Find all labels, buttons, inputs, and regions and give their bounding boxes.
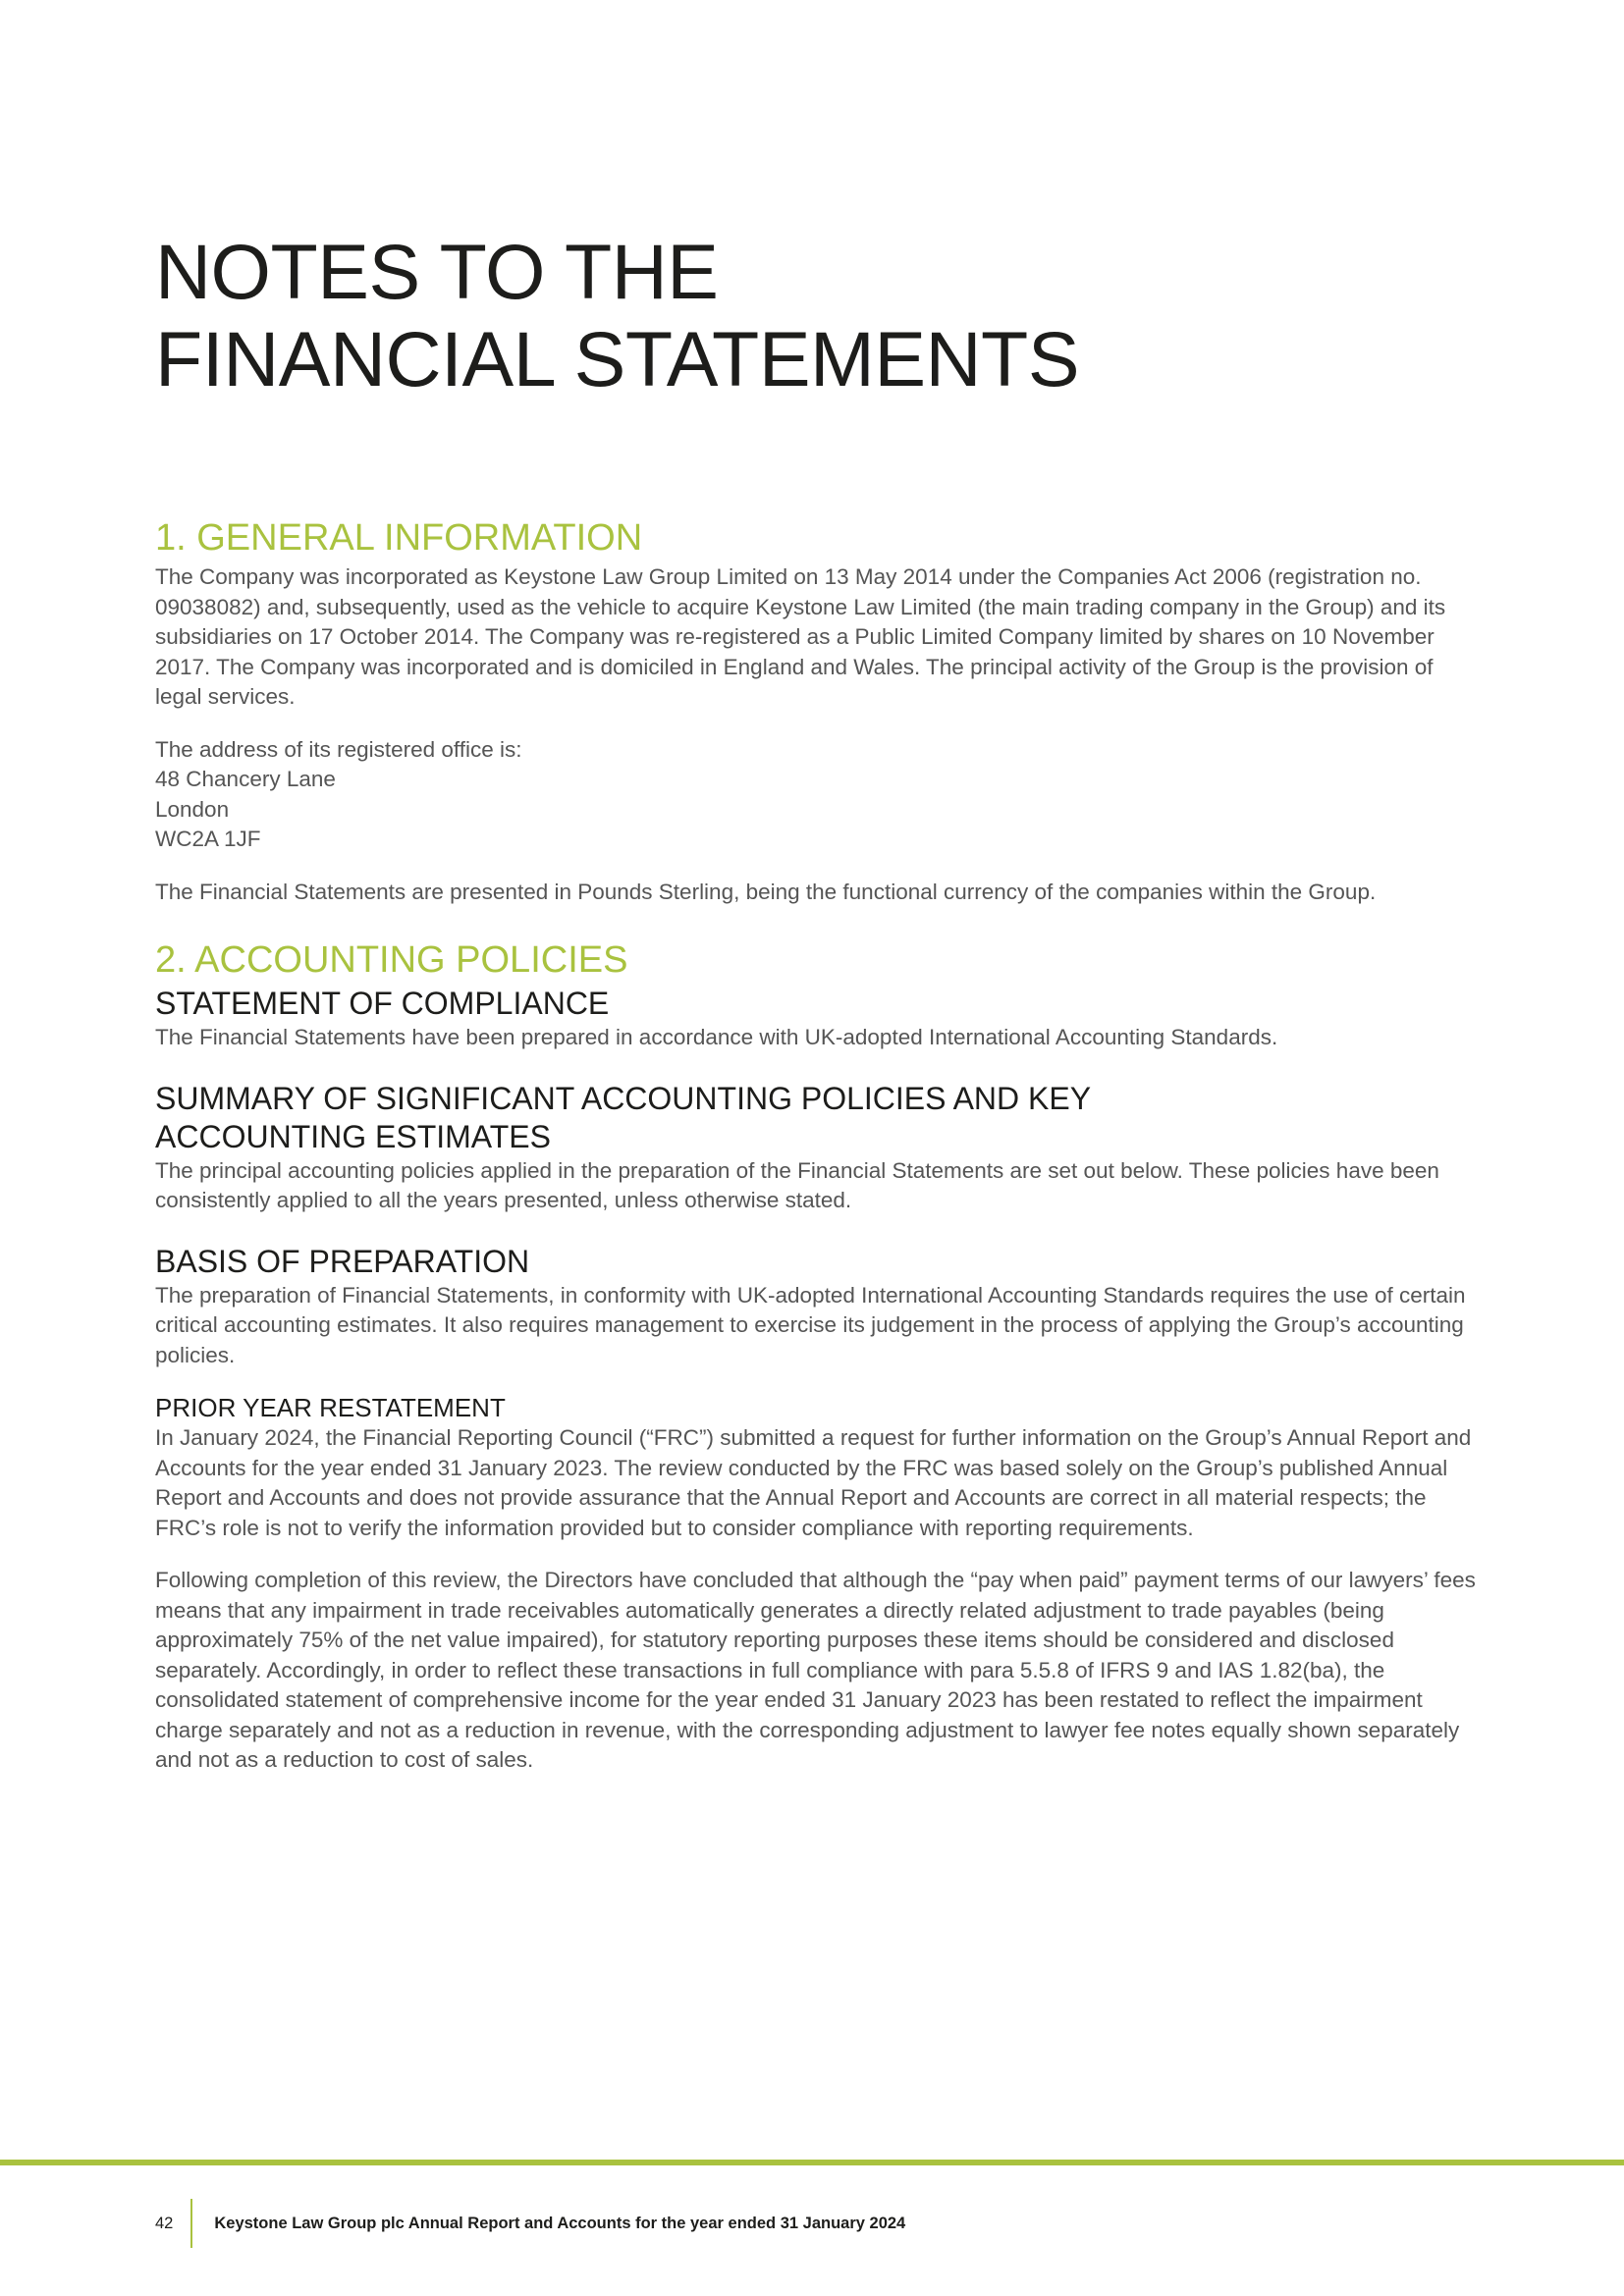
currency-paragraph: The Financial Statements are presented in Pounds Sterling, being the functional currency of the companies within the Group. [155,879,1377,904]
restatement-paragraph-1: In January 2024, the Financial Reporting Council (“FRC”) submitted a request for further information on the Group’s Annual Report and Accounts for the year ended 31 January 2023. The review conducted by the FRC was based solely on the Group’s published Annual Report and Accounts and does not provide assurance that the Annual Report and Accounts are correct in all material respects; the FRC’s role is not to verify the information provided but to consider compliance with reporting requirements. [155,1425,1472,1540]
subheading-statement-of-compliance: STATEMENT OF COMPLIANCE [155,986,610,1021]
footer-page-number: 42 [155,2214,174,2232]
footer-rule [0,2160,1624,2165]
page-title [155,228,1476,402]
subheading-basis-of-preparation: BASIS OF PREPARATION [155,1243,530,1279]
section-heading-general-information: 1. GENERAL INFORMATION [155,517,643,559]
section-heading-accounting-policies: 2. ACCOUNTING POLICIES [155,939,628,981]
footer-report-title: Keystone Law Group plc Annual Report and Accounts for the year ended 31 January 2024 [214,2214,906,2232]
page-title-line-1: NOTES TO THE [155,228,719,315]
general-information-paragraph: The Company was incorporated as Keystone Law Group Limited on 13 May 2014 under the Companies Act 2006 (registration no. 09038082) and, subsequently, used as the vehicle to acquire Keystone Law Limited (the main trading company in the Group) and its subsidiaries on 17 October 2014. The Company was re-registered as a Public Limited Company limited by shares on 10 November 2017. The Company was incorporated and is domiciled in England and Wales. The principal activity of the Group is the provision of legal services. [155,564,1446,709]
document-content [155,228,1476,1776]
compliance-paragraph: The Financial Statements have been prepared in accordance with UK-adopted International Accounting Standards. [155,1025,1278,1049]
summary-heading-line-2: ACCOUNTING ESTIMATES [155,1118,551,1154]
address-line-street: 48 Chancery Lane [155,767,336,791]
page-title-line-2: FINANCIAL STATEMENTS [155,315,1080,402]
summary-heading-line-1: SUMMARY OF SIGNIFICANT ACCOUNTING POLICIES AND KEY [155,1080,1092,1116]
address-line-city: London [155,796,230,822]
page-footer [155,2199,905,2248]
address-intro: The address of its registered office is: [155,736,522,762]
registered-office-address [155,735,1476,855]
address-line-postcode: WC2A 1JF [155,827,261,851]
basis-paragraph: The preparation of Financial Statements, in conformity with UK-adopted International Accounting Standards requires the use of certain critical accounting estimates. It also requires management to exercise its judgement in the process of applying the Group’s accounting policies. [155,1282,1466,1367]
subheading-summary-of-policies [155,1080,1476,1156]
summary-paragraph: The principal accounting policies applied in the preparation of the Financial Statements are set out below. These policies have been consistently applied to all the years presented, unless otherwise stated. [155,1157,1439,1212]
subheading-prior-year-restatement: PRIOR YEAR RESTATEMENT [155,1393,506,1422]
restatement-paragraph-2: Following completion of this review, the Directors have concluded that although the “pay when paid” payment terms of our lawyers’ fees means that any impairment in trade receivables automatically generates a directly related adjustment to trade payables (being approximately 75% of the net value impaired), for statutory reporting purposes these items should be considered and disclosed separately. Accordingly, in order to reflect these transactions in full compliance with para 5.5.8 of IFRS 9 and IAS 1.82(ba), the consolidated statement of comprehensive income for the year ended 31 January 2023 has been restated to reflect the impairment charge separately and not as a reduction in revenue, with the corresponding adjustment to lawyer fee notes equally shown separately and not as a reduction to cost of sales. [155,1568,1476,1772]
